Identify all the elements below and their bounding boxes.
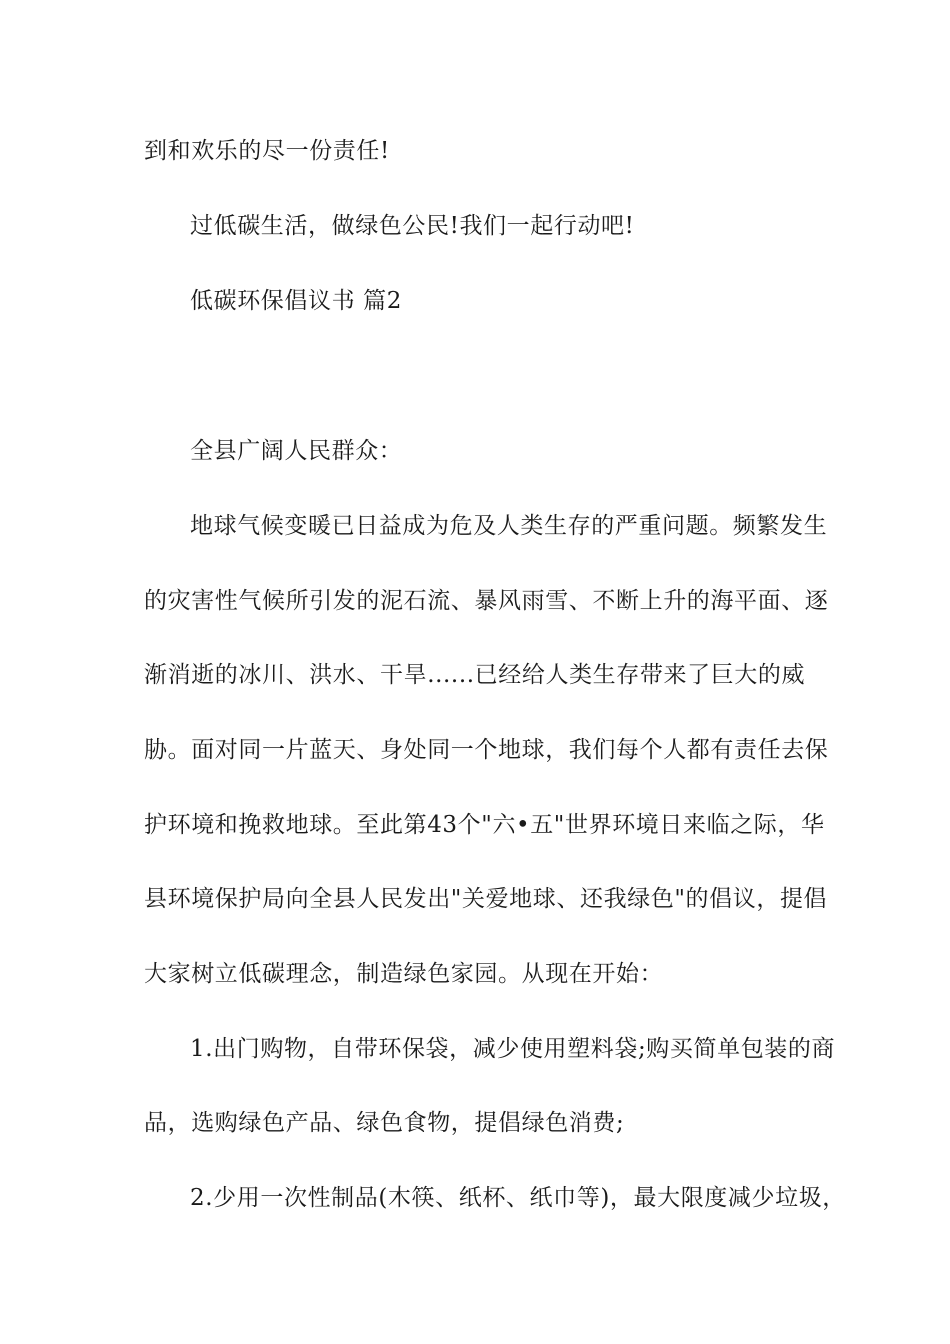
paragraph-line: 渐消逝的冰川、洪水、干旱......已经给人类生存带来了巨大的威 <box>144 662 806 688</box>
paragraph-line: 的灾害性气候所引发的泥石流、暴风雨雪、不断上升的海平面、逐 <box>144 588 829 614</box>
list-item: 2.少用一次性制品(木筷、纸杯、纸巾等)，最大限度减少垃圾， <box>190 1185 846 1211</box>
paragraph-line: 县环境保护局向全县人民发出"关爱地球、还我绿色"的倡议，提倡 <box>144 886 828 912</box>
paragraph-line: 到和欢乐的尽一份责任! <box>144 138 390 164</box>
salutation: 全县广阔人民群众： <box>190 438 403 464</box>
paragraph-line: 地球气候变暖已日益成为危及人类生存的严重问题。频繁发生 <box>190 513 828 539</box>
list-item-continuation: 品，选购绿色产品、绿色食物，提倡绿色消费; <box>144 1110 625 1136</box>
paragraph-line: 胁。面对同一片蓝天、身处同一个地球，我们每个人都有责任去保 <box>144 737 829 763</box>
list-item: 1.出门购物，自带环保袋，减少使用塑料袋;购买简单包装的商 <box>190 1036 836 1062</box>
section-heading: 低碳环保倡议书 篇2 <box>190 288 402 314</box>
paragraph-line: 大家树立低碳理念，制造绿色家园。从现在开始： <box>144 961 664 987</box>
paragraph-line: 护环境和挽救地球。至此第43个"六•五"世界环境日来临之际，华 <box>144 812 825 838</box>
paragraph-line: 过低碳生活，做绿色公民!我们一起行动吧! <box>190 213 635 239</box>
